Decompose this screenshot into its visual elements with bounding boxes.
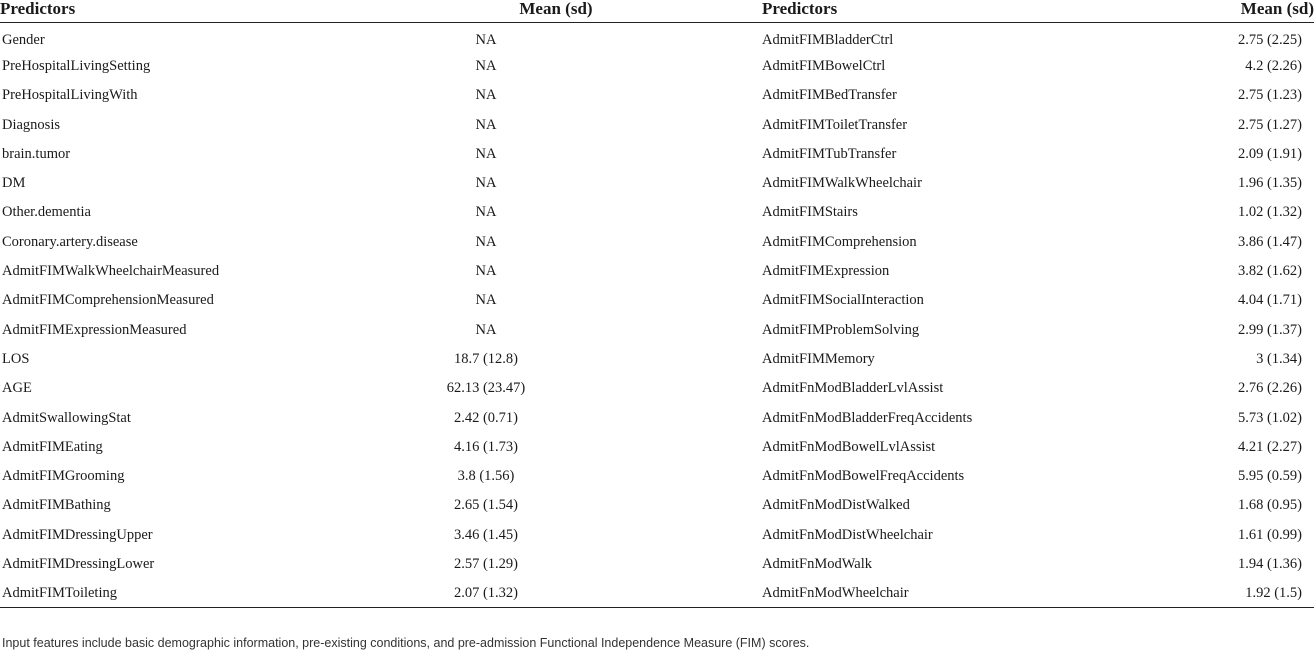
mean-right-cell: 4.21 (2.27) — [1237, 438, 1302, 455]
predictor-left-cell: AdmitFIMBathing — [2, 497, 111, 514]
predictor-left-cell: AdmitFIMToileting — [2, 585, 117, 602]
predictor-left-cell: AdmitSwallowingStat — [2, 409, 131, 426]
mean-right-cell: 2.75 (1.27) — [1237, 116, 1302, 133]
mean-left-cell: NA — [475, 145, 497, 162]
table-row — [0, 520, 1314, 549]
predictor-right-cell: AdmitFIMBladderCtrl — [762, 31, 894, 48]
predictor-left-cell: Coronary.artery.disease — [2, 233, 138, 250]
table-row — [0, 491, 1314, 520]
predictor-right-cell: AdmitFnModDistWalked — [762, 497, 910, 514]
predictor-left-cell: AdmitFIMComprehensionMeasured — [2, 292, 214, 309]
mean-right-cell: 1.68 (0.95) — [1237, 497, 1302, 514]
table-row — [0, 286, 1314, 315]
mean-right-cell: 5.95 (0.59) — [1237, 468, 1302, 485]
predictor-right-cell: AdmitFnModBowelFreqAccidents — [762, 468, 965, 485]
table-row — [0, 198, 1314, 227]
mean-left-cell: NA — [475, 233, 497, 250]
predictor-right-cell: AdmitFnModBladderLvlAssist — [762, 380, 944, 397]
mean-left-cell: 2.42 (0.71) — [453, 409, 519, 426]
mean-left-cell: 62.13 (23.47) — [446, 380, 526, 397]
predictor-left-cell: LOS — [2, 350, 30, 367]
predictor-right-cell: AdmitFnModBladderFreqAccidents — [762, 409, 973, 426]
table-row — [0, 139, 1314, 168]
mean-right-cell: 2.75 (1.23) — [1237, 87, 1302, 104]
table-row — [0, 256, 1314, 285]
predictor-left-cell: AdmitFIMDressingUpper — [2, 526, 153, 543]
predictor-right-cell: AdmitFIMBedTransfer — [762, 87, 897, 104]
table-row — [0, 22, 1314, 51]
mean-left-cell: NA — [475, 263, 497, 280]
table-row — [0, 549, 1314, 578]
mean-right-cell: 3.82 (1.62) — [1237, 263, 1302, 280]
mean-left-cell: NA — [475, 204, 497, 221]
table-row — [0, 315, 1314, 344]
table-row — [0, 432, 1314, 461]
mean-left-cell: 3.8 (1.56) — [457, 468, 515, 485]
mean-left-cell: 2.07 (1.32) — [453, 585, 519, 602]
predictor-left-cell: Diagnosis — [2, 116, 60, 133]
predictor-left-cell: AGE — [2, 380, 32, 397]
predictor-left-cell: AdmitFIMExpressionMeasured — [2, 321, 187, 338]
mean-right-cell: 3.86 (1.47) — [1237, 233, 1302, 250]
predictor-right-cell: AdmitFnModWheelchair — [762, 585, 909, 602]
predictor-left-cell: Other.dementia — [2, 204, 91, 221]
table-header-row — [0, 0, 1314, 22]
mean-right-cell: 4.04 (1.71) — [1237, 292, 1302, 309]
mean-right-cell: 2.99 (1.37) — [1237, 321, 1302, 338]
predictor-left-cell: Gender — [2, 31, 45, 48]
mean-right-cell: 4.2 (2.26) — [1245, 57, 1302, 74]
predictor-left-cell: brain.tumor — [2, 145, 71, 162]
header-predictors-right: Predictors — [672, 0, 1088, 22]
predictor-left-cell: AdmitFIMGrooming — [2, 468, 125, 485]
mean-left-cell: NA — [475, 57, 497, 74]
predictor-left-cell: AdmitFIMDressingLower — [2, 555, 155, 572]
table-row — [0, 168, 1314, 197]
table-row — [0, 374, 1314, 403]
predictor-left-cell: PreHospitalLivingWith — [2, 87, 138, 104]
mean-left-cell: NA — [475, 175, 497, 192]
table-body — [0, 22, 1314, 608]
table-row — [0, 110, 1314, 139]
mean-left-cell: 4.16 (1.73) — [453, 438, 519, 455]
mean-left-cell: NA — [475, 292, 497, 309]
mean-left-cell: 3.46 (1.45) — [453, 526, 519, 543]
predictor-left-cell: DM — [2, 175, 26, 192]
predictor-right-cell: AdmitFIMSocialInteraction — [762, 292, 924, 309]
mean-right-cell: 1.61 (0.99) — [1237, 526, 1302, 543]
predictor-right-cell: AdmitFIMTubTransfer — [762, 145, 897, 162]
table-row — [0, 81, 1314, 110]
header-predictors-left: Predictors — [0, 0, 300, 22]
table-row — [0, 344, 1314, 373]
table-row — [0, 579, 1314, 608]
mean-right-cell: 2.76 (2.26) — [1237, 380, 1302, 397]
mean-right-cell: 2.75 (2.25) — [1237, 31, 1302, 48]
predictor-right-cell: AdmitFIMStairs — [762, 204, 858, 221]
predictor-right-cell: AdmitFnModBowelLvlAssist — [762, 438, 936, 455]
mean-right-cell: 1.02 (1.32) — [1237, 204, 1302, 221]
predictor-left-cell: AdmitFIMWalkWheelchairMeasured — [2, 263, 220, 280]
predictor-right-cell: AdmitFIMExpression — [762, 263, 890, 280]
mean-left-cell: NA — [475, 87, 497, 104]
mean-left-cell: 18.7 (12.8) — [453, 350, 519, 367]
mean-left-cell: NA — [475, 116, 497, 133]
table-row — [0, 51, 1314, 80]
mean-right-cell: 1.96 (1.35) — [1237, 175, 1302, 192]
table-footnote: Input features include basic demographic information, pre-existing conditions, and pre-admission Functional Independence Measure (FIM) scores. — [2, 636, 810, 650]
mean-right-cell: 1.92 (1.5) — [1245, 585, 1302, 602]
predictor-right-cell: AdmitFIMWalkWheelchair — [762, 175, 922, 192]
header-mean-left: Mean (sd) — [300, 0, 672, 22]
mean-right-cell: 5.73 (1.02) — [1237, 409, 1302, 426]
header-mean-right: Mean (sd) — [1088, 0, 1314, 22]
predictor-right-cell: AdmitFIMMemory — [762, 350, 875, 367]
mean-left-cell: NA — [475, 31, 497, 48]
table-row — [0, 403, 1314, 432]
mean-left-cell: NA — [475, 321, 497, 338]
predictor-right-cell: AdmitFIMBowelCtrl — [762, 57, 886, 74]
predictor-right-cell: AdmitFIMToiletTransfer — [762, 116, 908, 133]
predictor-left-cell: PreHospitalLivingSetting — [2, 57, 151, 74]
table-row — [0, 227, 1314, 256]
mean-right-cell: 1.94 (1.36) — [1237, 555, 1302, 572]
mean-left-cell: 2.57 (1.29) — [453, 555, 519, 572]
predictor-left-cell: AdmitFIMEating — [2, 438, 103, 455]
mean-right-cell: 3 (1.34) — [1256, 350, 1302, 367]
table-row — [0, 461, 1314, 490]
mean-right-cell: 2.09 (1.91) — [1237, 145, 1302, 162]
predictor-right-cell: AdmitFnModWalk — [762, 555, 873, 572]
predictor-right-cell: AdmitFIMProblemSolving — [762, 321, 920, 338]
mean-left-cell: 2.65 (1.54) — [453, 497, 519, 514]
predictor-right-cell: AdmitFIMComprehension — [762, 233, 917, 250]
predictor-right-cell: AdmitFnModDistWheelchair — [762, 526, 933, 543]
